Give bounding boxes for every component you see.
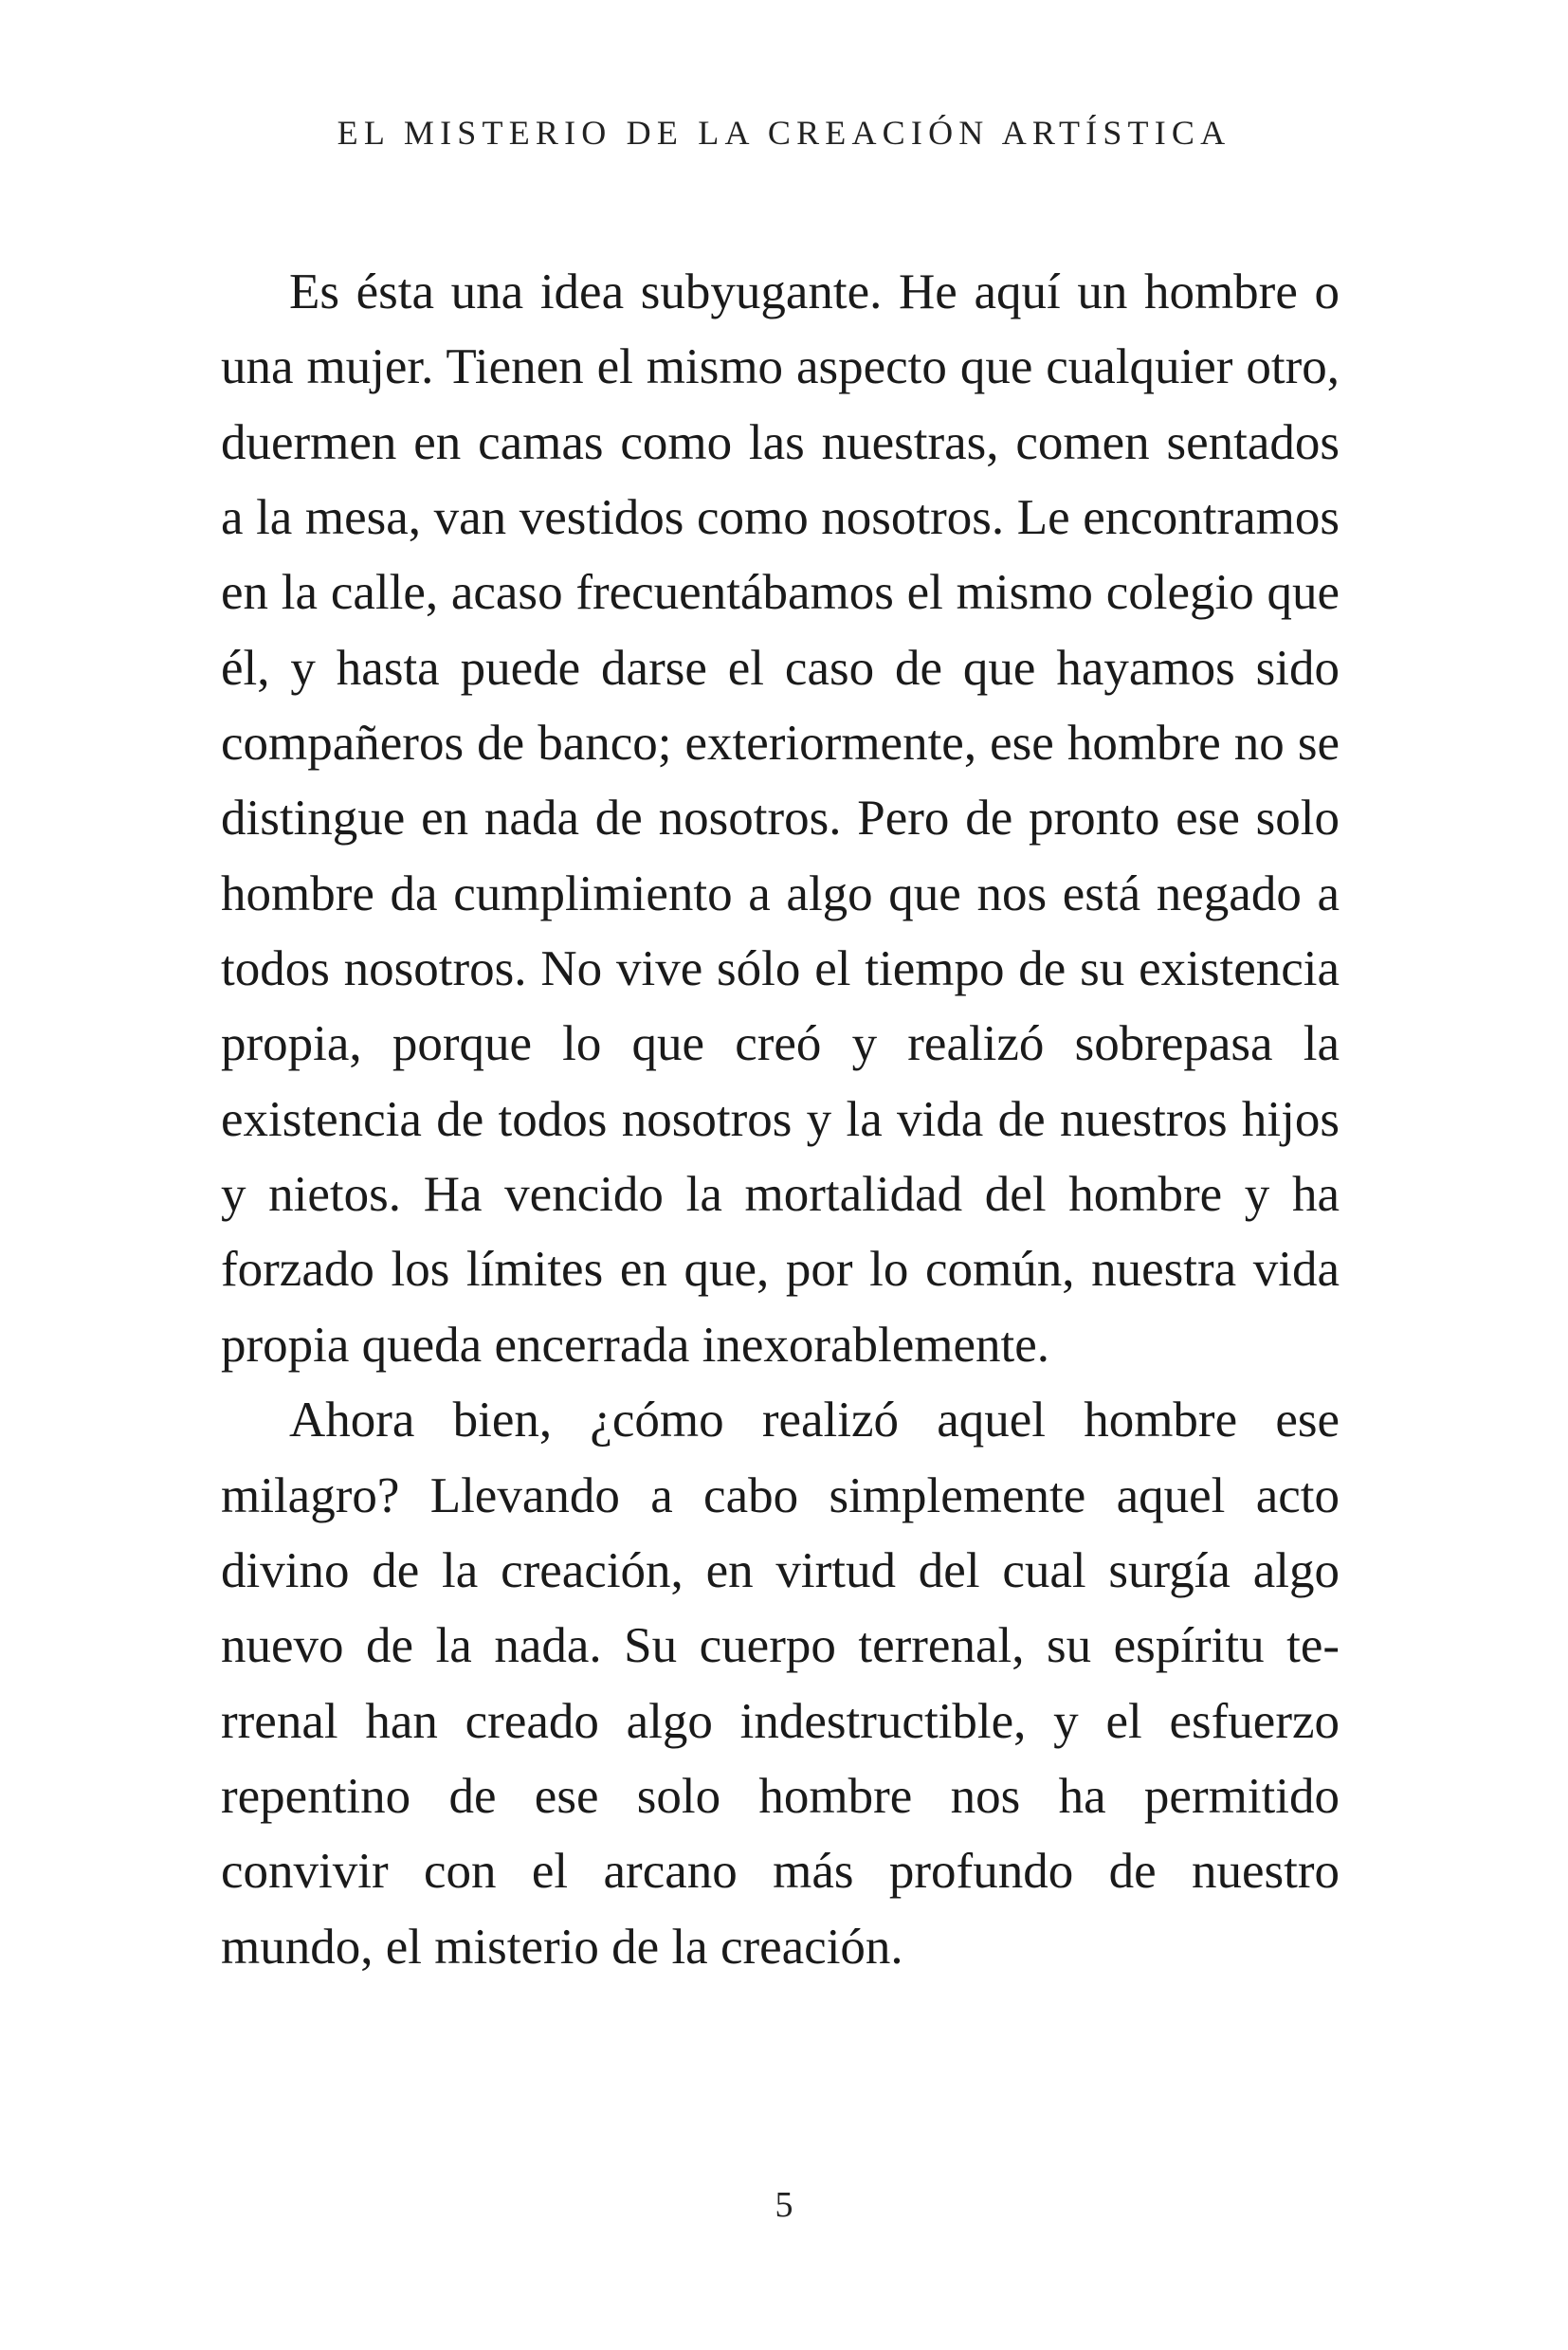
paragraph-1: Es ésta una idea subyugante. He aquí un hombre o una mujer. Tienen el mismo aspecto que cualquier otro, duermen en camas como las nuestras, comen sentados a la mesa, van vestidos como nosotros. Le encontramos en la calle, acaso frecuentábamos el mismo colegio que él, y hasta puede darse el caso de que hayamos sido compañeros de banco; exteriormente, ese hombre no se distingue en nada de nosotros. Pero de pronto ese solo hombre da cumplimiento a algo que nos está negado a todos nosotros. No vive sólo el tiempo de su existencia propia, porque lo que creó y realizó sobrepasa la existencia de todos nosotros y la vida de nuestros hijos y nietos. Ha vencido la mortalidad del hombre y ha forzado los límites en que, por lo común, nuestra vida propia queda encerrada inexorablemente. — [221, 264, 1340, 1373]
page-number: 5 — [775, 2185, 793, 2225]
running-header-title: EL MISTERIO DE LA CREACIÓN ARTÍSTICA — [337, 114, 1231, 152]
body-text — [221, 255, 1340, 1985]
paragraph-2: Ahora bien, ¿cómo realizó aquel hombre ese milagro? Llevando a cabo simplemente aquel acto divino de la creación, en virtud del cual surgía algo nuevo de la nada. Su cuerpo terrenal, su espíritu terrenal han creado algo indestructible, y el esfuerzo repentino de ese solo hombre nos ha permitido convivir con el arcano más profundo de nuestro mundo, el misterio de la creación. — [221, 1393, 1340, 1975]
